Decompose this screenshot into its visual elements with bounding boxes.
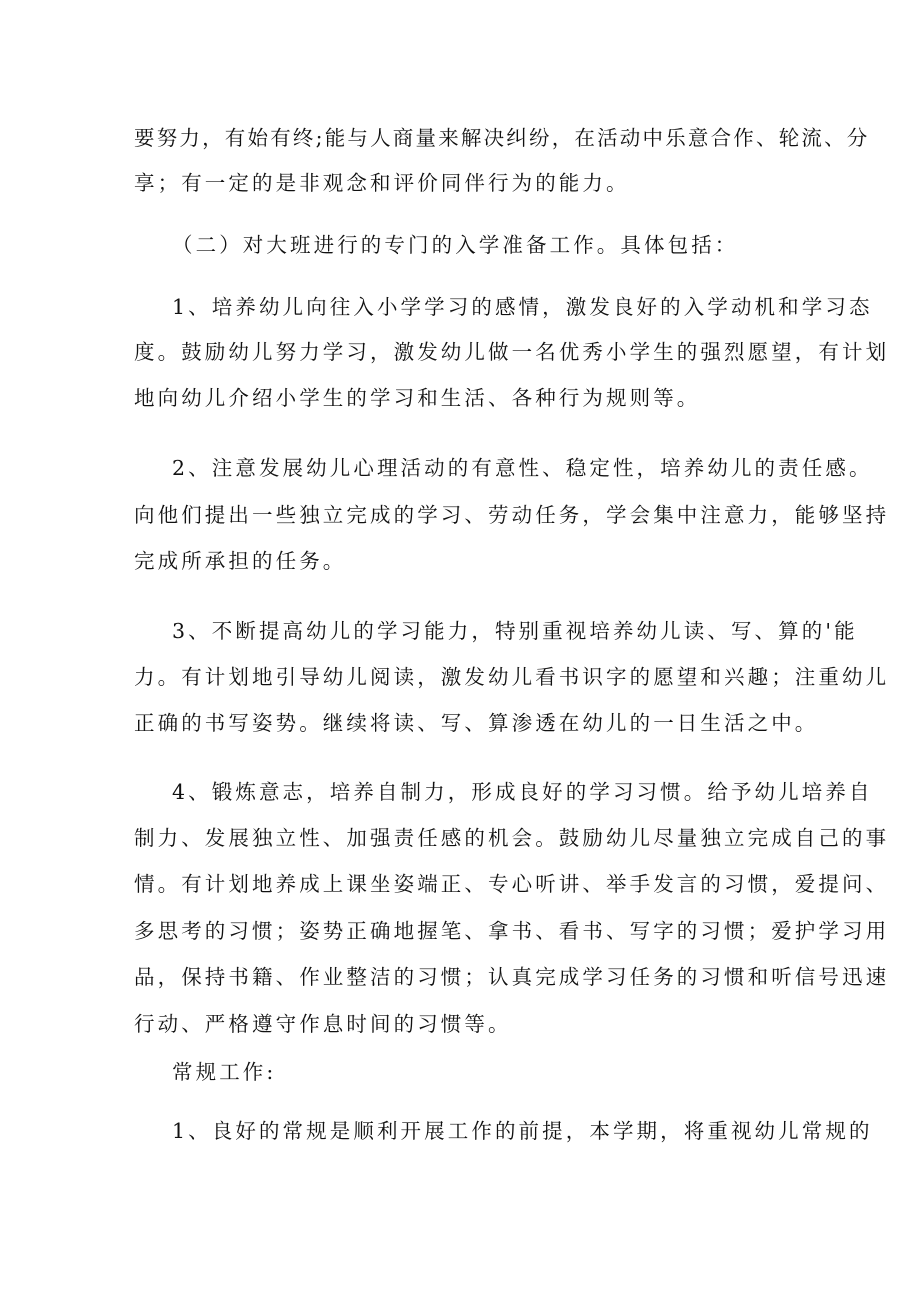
paragraph-line: 行动、严格遵守作息时间的习惯等。 — [134, 1012, 512, 1036]
paragraph-line: 度。鼓励幼儿努力学习，激发幼儿做一名优秀小学生的强烈愿望，有计划 — [134, 340, 890, 364]
paragraph-line: 享；有一定的是非观念和评价同伴行为的能力。 — [134, 171, 630, 195]
paragraph-line: 向他们提出一些独立完成的学习、劳动任务，学会集中注意力，能够坚持 — [134, 503, 890, 527]
paragraph-line: 1、培养幼儿向往入小学学习的感情，激发良好的入学动机和学习态 — [172, 295, 873, 319]
paragraph-line: 4、锻炼意志，培养自制力，形成良好的学习习惯。给予幼儿培养自 — [172, 780, 873, 804]
paragraph-line: 3、不断提高幼儿的学习能力，特别重视培养幼儿读、写、算的'能 — [172, 619, 858, 643]
paragraph-line: 完成所承担的任务。 — [134, 549, 347, 573]
paragraph-line: 正确的书写姿势。继续将读、写、算渗透在幼儿的一日生活之中。 — [134, 711, 819, 735]
paragraph-line: 多思考的习惯；姿势正确地握笔、拿书、看书、写字的习惯；爱护学习用 — [134, 919, 890, 943]
paragraph-line: 地向幼儿介绍小学生的学习和生活、各种行为规则等。 — [134, 386, 701, 410]
paragraph-line: 1、良好的常规是顺利开展工作的前提，本学期，将重视幼儿常规的 — [172, 1119, 873, 1143]
paragraph-line: 要努力，有始有终;能与人商量来解决纠纷，在活动中乐意合作、轮流、分 — [134, 126, 870, 150]
section-heading: 常规工作: — [172, 1060, 277, 1084]
paragraph-line: 情。有计划地养成上课坐姿端正、专心听讲、举手发言的习惯，爱提问、 — [134, 872, 890, 896]
paragraph-line: 力。有计划地引导幼儿阅读，激发幼儿看书识字的愿望和兴趣；注重幼儿 — [134, 665, 890, 689]
paragraph-line: 制力、发展独立性、加强责任感的机会。鼓励幼儿尽量独立完成自己的事 — [134, 826, 890, 850]
paragraph-line: 2、注意发展幼儿心理活动的有意性、稳定性，培养幼儿的责任感。 — [172, 456, 873, 480]
section-heading: （二）对大班进行的专门的入学准备工作。具体包括： — [172, 233, 739, 257]
paragraph-line: 品，保持书籍、作业整洁的习惯；认真完成学习任务的习惯和听信号迅速 — [134, 965, 890, 989]
